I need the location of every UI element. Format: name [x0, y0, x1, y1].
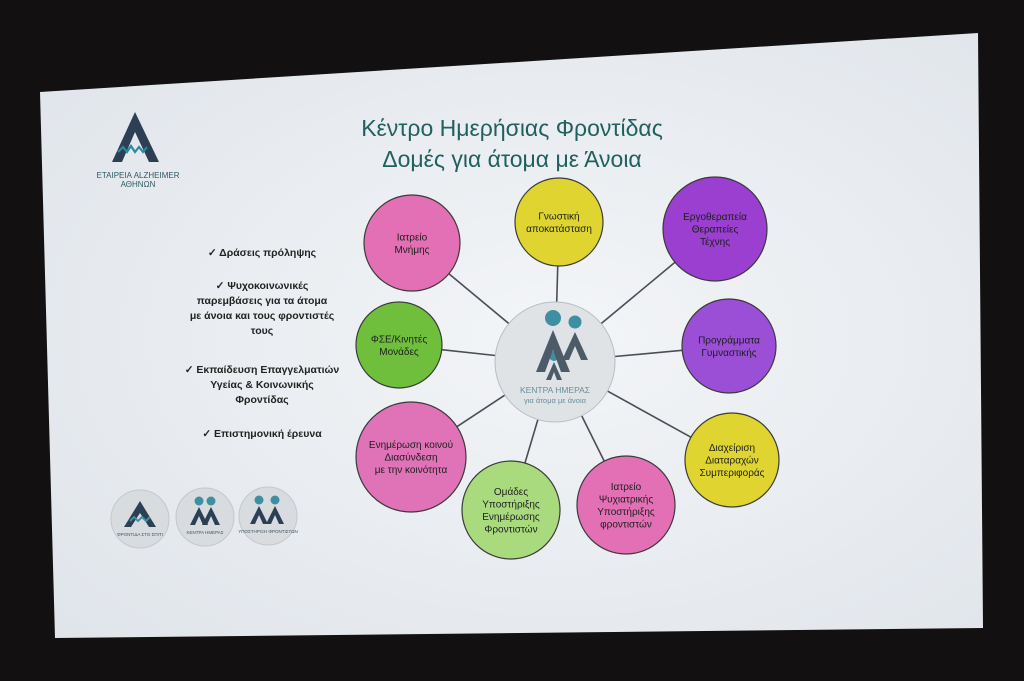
hub-label-line2: για άτομα με άνοια [524, 396, 586, 405]
node-label-line: Τέχνης [699, 237, 731, 248]
node-label-line: Συμπεριφοράς [699, 468, 765, 479]
node-label-line: Φροντιστών [484, 524, 538, 536]
bullet-text-line: ✓ Επιστημονική έρευνα [202, 428, 322, 440]
logo-caregiver-support [238, 487, 298, 545]
logo-text-line1: ΕΤΑΙΡΕΙΑ ALZHEIMER [96, 171, 180, 180]
logo-circle [176, 488, 234, 546]
node-label-line: Ψυχιατρικής [598, 494, 654, 506]
node-label-line: Μνήμης [394, 244, 430, 256]
node-label-line: Γνωστική [538, 211, 580, 223]
bullet-item [202, 428, 322, 440]
node-label-line: Διαχείριση [708, 443, 756, 454]
hub-label-line1: ΚΕΝΤΡΑ ΗΜΕΡΑΣ [519, 385, 591, 395]
node-public-awareness [356, 402, 466, 512]
bullet-text-line: Φροντίδας [235, 394, 289, 406]
bullet-text-line: ✓ Δράσεις πρόληψης [207, 247, 317, 259]
node-behaviour-management [685, 413, 779, 507]
bullet-text-line: με άνοια και τους φροντιστές [189, 310, 335, 322]
hub-circle [495, 302, 615, 422]
node-mobile-units [356, 302, 442, 388]
logo-text-line2: ΑΘΗΝΩΝ [120, 180, 156, 189]
logo-circle [239, 487, 297, 545]
node-occupational-therapy [663, 177, 767, 281]
node-label-line: Υποστήριξης [482, 499, 540, 511]
bullet-text-line: ✓ Ψυχοκοινωνικές [215, 280, 309, 292]
bullet-text-line: τους [250, 325, 274, 337]
node-label-line: Ενημέρωση κοινού [368, 440, 454, 451]
spoke-line [557, 266, 558, 302]
node-label-line: Εργοθεραπεία [683, 212, 747, 223]
node-label-line: Μονάδες [379, 346, 419, 358]
node-label-line: Θεραπείες [691, 224, 739, 236]
node-memory-clinic [364, 195, 460, 291]
node-label-line: αποκατάσταση [526, 223, 592, 235]
node-exercise-programs [682, 299, 776, 393]
node-label-line: Διασύνδεση [384, 452, 438, 464]
logo-caption: ΦΡΟΝΤΙΔΑ ΣΤΟ ΣΠΙΤΙ [117, 532, 163, 537]
slide-title-line2: Δομές για άτομα με Άνοια [382, 146, 642, 172]
node-label-line: Ομάδες [493, 486, 529, 498]
node-psychiatric-clinic [577, 456, 675, 554]
logo-care-home [111, 490, 169, 548]
bullet-text-line: παρεμβάσεις για τα άτομα [196, 295, 328, 307]
logo-day-centers [176, 488, 234, 546]
node-label-line: Ιατρείο [396, 232, 428, 244]
logo-caption: ΥΠΟΣΤΗΡΙΞΗ ΦΡΟΝΤΙΣΤΩΝ [238, 529, 298, 534]
node-support-groups [462, 461, 560, 559]
node-label-line: ΦΣΕ/Κινητές [370, 334, 428, 346]
bullet-item [208, 247, 317, 259]
bottom-logos [111, 487, 298, 548]
node-label-line: Ενημέρωσης [482, 511, 540, 523]
bullet-text-line: ✓ Εκπαίδευση Επαγγελματιών [184, 364, 340, 376]
node-label-line: Προγράμματα [698, 335, 760, 347]
node-label-line: Γυμναστικής [701, 347, 757, 359]
node-label-line: με την κοινότητα [374, 465, 448, 476]
node-label-line: Διαταραχών [705, 455, 759, 467]
slide-title-line1: Κέντρο Ημερήσιας Φροντίδας [361, 115, 663, 141]
node-label-line: Υποστήριξης [597, 506, 655, 518]
node-label-line: φροντιστών [600, 519, 652, 531]
node-label-line: Ιατρείο [610, 481, 642, 493]
node-cognitive-rehab [515, 178, 603, 266]
logo-caption: ΚΕΝΤΡΑ ΗΜΕΡΑΣ [186, 530, 224, 535]
bullet-text-line: Υγείας & Κοινωνικής [210, 379, 314, 391]
